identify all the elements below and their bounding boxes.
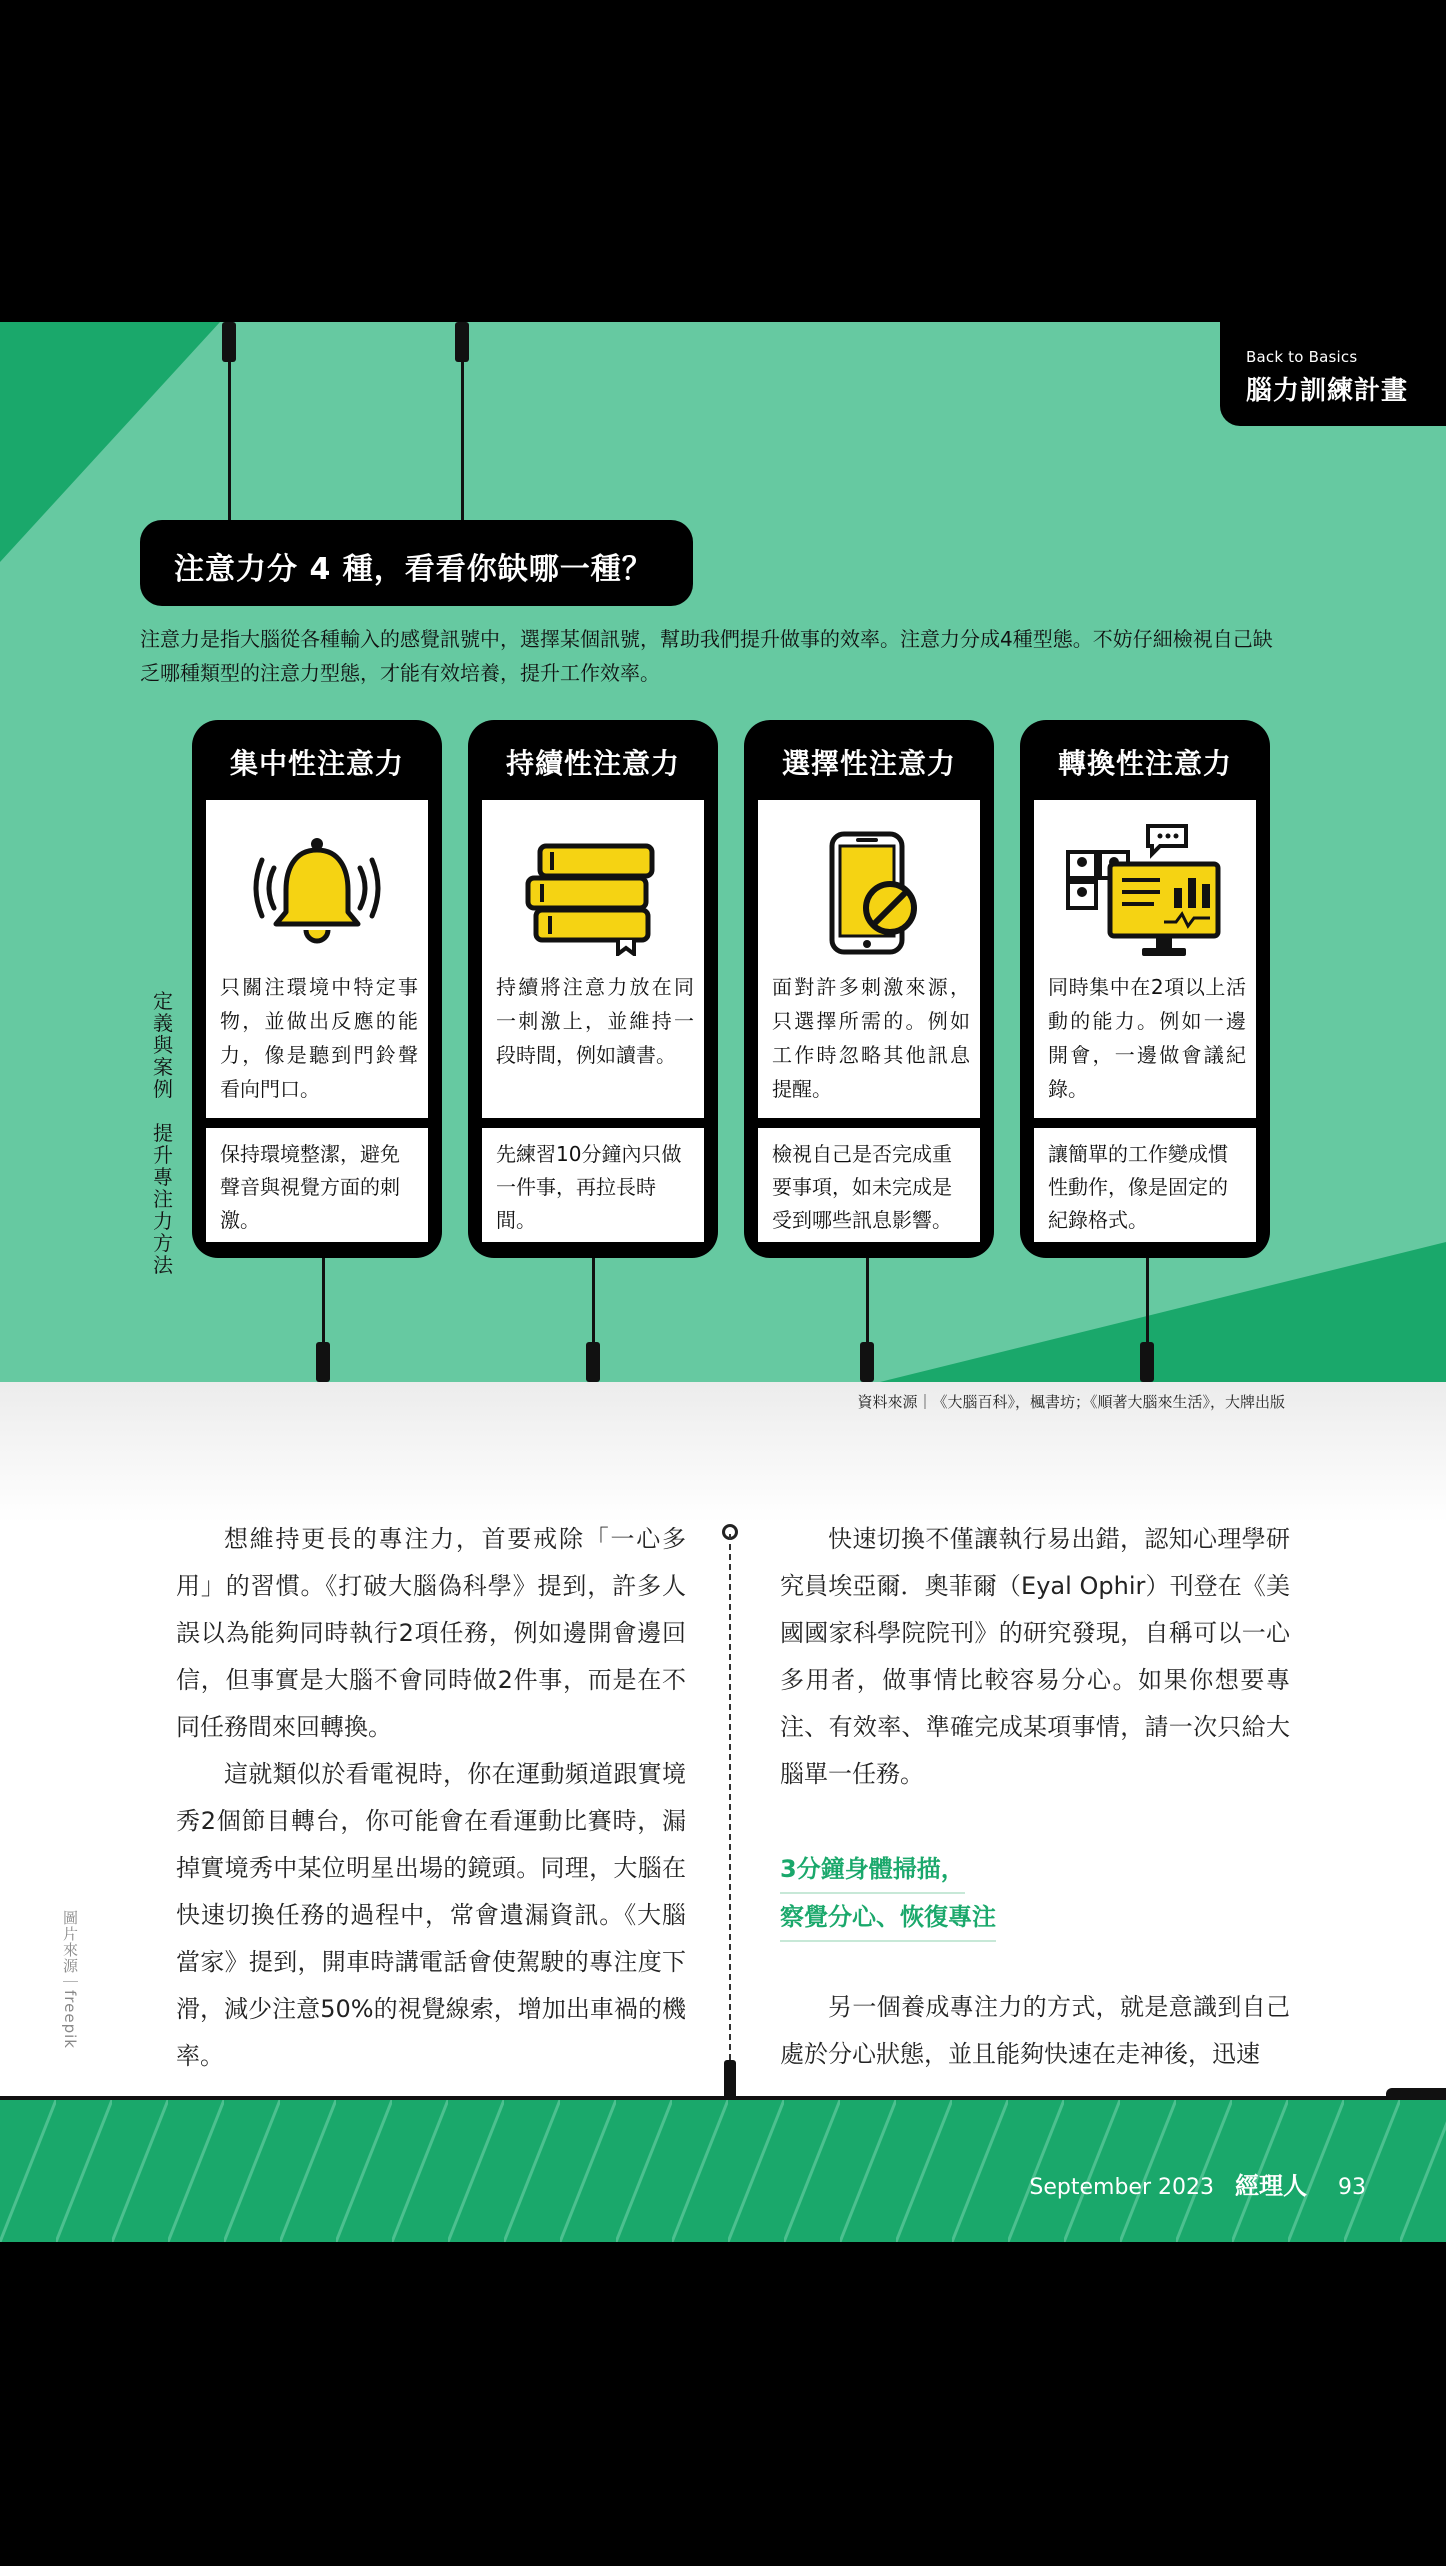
card-tip-panel [206, 1128, 428, 1242]
attention-card-selective [744, 720, 994, 1258]
source-note: 資料來源｜《大腦百科》，楓書坊；《順著大腦來生活》，大牌出版 [857, 1393, 1285, 1411]
hanger-cap [1140, 1342, 1154, 1382]
magazine-name: 經理人 [1235, 2172, 1307, 2200]
article-paragraph: 另一個養成專注力的方式，就是意識到自己處於分心狀態，並且能夠快速在走神後，迅速 [780, 1993, 1290, 2068]
attention-card-sustained [468, 720, 718, 1258]
article-left-column [176, 1516, 686, 2080]
subheading-line: 察覺分心、恢復專注 [780, 1894, 996, 1942]
card-tip: 保持環境整潔，避免聲音與視覺方面的刺激。 [220, 1142, 400, 1232]
attention-card-switching [1020, 720, 1270, 1258]
card-definition-panel [482, 800, 704, 1118]
hanger-cap [455, 322, 469, 362]
photo-credit: 圖片來源｜freepik [61, 1910, 79, 2049]
article-paragraph: 快速切換不僅讓執行易出錯，認知心理學研究員埃亞爾．奧菲爾（Eyal Ophir）刊登在《美國國家科學院院刊》的研究發現，自稱可以一心多用者，做事情比較容易分心。如果你想要專注、有效率、準確完成某項事情，請一次只給大腦單一任務。 [780, 1525, 1290, 1788]
card-tip: 檢視自己是否完成重要事項，如未完成是受到哪些訊息影響。 [772, 1142, 952, 1232]
infographic-title: 注意力分 4 種，看看你缺哪一種？ [140, 520, 693, 606]
card-tip: 讓簡單的工作變成慣性動作，像是固定的紀錄格式。 [1048, 1142, 1228, 1232]
article-right-column [780, 1516, 1290, 1798]
card-title: 持續性注意力 [505, 747, 680, 780]
card-title: 選擇性注意力 [781, 747, 956, 780]
page-number: 93 [1338, 2175, 1366, 2200]
card-definition: 只關注環境中特定事物，並做出反應的能力，像是聽到門鈴聲看向門口。 [220, 975, 418, 1101]
phone-blocked-icon [804, 828, 934, 958]
card-definition: 面對許多刺激來源，只選擇所需的。例如工作時忽略其他訊息提醒。 [772, 975, 970, 1101]
article-paragraph: 這就類似於看電視時，你在運動頻道跟實境秀2個節目轉台，你可能會在看運動比賽時，漏掉實境秀中某位明星出場的鏡頭。同理，大腦在快速切換任務的過程中，常會遺漏資訊。《大腦當家》提到，開車時講電話會使駕駛的專注度下滑，減少注意50%的視覺線索，增加出車禍的機率。 [176, 1760, 686, 2070]
video-meeting-icon [1064, 822, 1224, 962]
column-divider-cap [724, 2060, 736, 2100]
card-tip-panel [758, 1128, 980, 1242]
books-icon [522, 836, 662, 956]
hanger-cap [860, 1342, 874, 1382]
card-tip-panel [482, 1128, 704, 1242]
section-tag-title: 腦力訓練計畫 [1246, 376, 1409, 406]
attention-card-focused [192, 720, 442, 1258]
footer-info [1029, 2166, 1366, 2201]
card-definition: 持續將注意力放在同一刺激上，並維持一段時間，例如讀書。 [496, 975, 694, 1067]
card-title: 轉換性注意力 [1057, 747, 1232, 780]
hanger-cap [316, 1342, 330, 1382]
issue-date: September 2023 [1029, 2175, 1214, 2200]
card-tip-panel [1034, 1128, 1256, 1242]
column-divider [729, 1534, 731, 2090]
hanger-cap [586, 1342, 600, 1382]
infographic-intro: 注意力是指大腦從各種輸入的感覺訊號中，選擇某個訊號，幫助我們提升做事的效率。注意力分成4種型態。不妨仔細檢視自己缺乏哪種類型的注意力型態，才能有效培養，提升工作效率。 [140, 627, 1273, 685]
article-right-column-continued [780, 1984, 1290, 2078]
bell-icon [252, 828, 382, 958]
section-tag [1220, 322, 1446, 426]
card-definition-panel [206, 800, 428, 1118]
card-definition-panel [758, 800, 980, 1118]
hanger-cap [222, 322, 236, 362]
article-subheading [780, 1846, 996, 1942]
section-tag-subtitle: Back to Basics [1246, 348, 1358, 366]
subheading-line: 3分鐘身體掃描， [780, 1846, 965, 1894]
side-label-definition: 定義與案例 [153, 989, 173, 1101]
side-label-method: 提升專注力方法 [153, 1121, 173, 1277]
card-definition-panel [1034, 800, 1256, 1118]
article-paragraph: 想維持更長的專注力，首要戒除「一心多用」的習慣。《打破大腦偽科學》提到，許多人誤以為能夠同時執行2項任務，例如邊開會邊回信，但事實是大腦不會同時做2件事，而是在不同任務間來回轉換。 [176, 1525, 686, 1741]
card-tip: 先練習10分鐘內只做一件事，再拉長時間。 [496, 1142, 682, 1232]
card-definition: 同時集中在2項以上活動的能力。例如一邊開會，一邊做會議紀錄。 [1048, 975, 1246, 1101]
card-title: 集中性注意力 [229, 747, 404, 780]
